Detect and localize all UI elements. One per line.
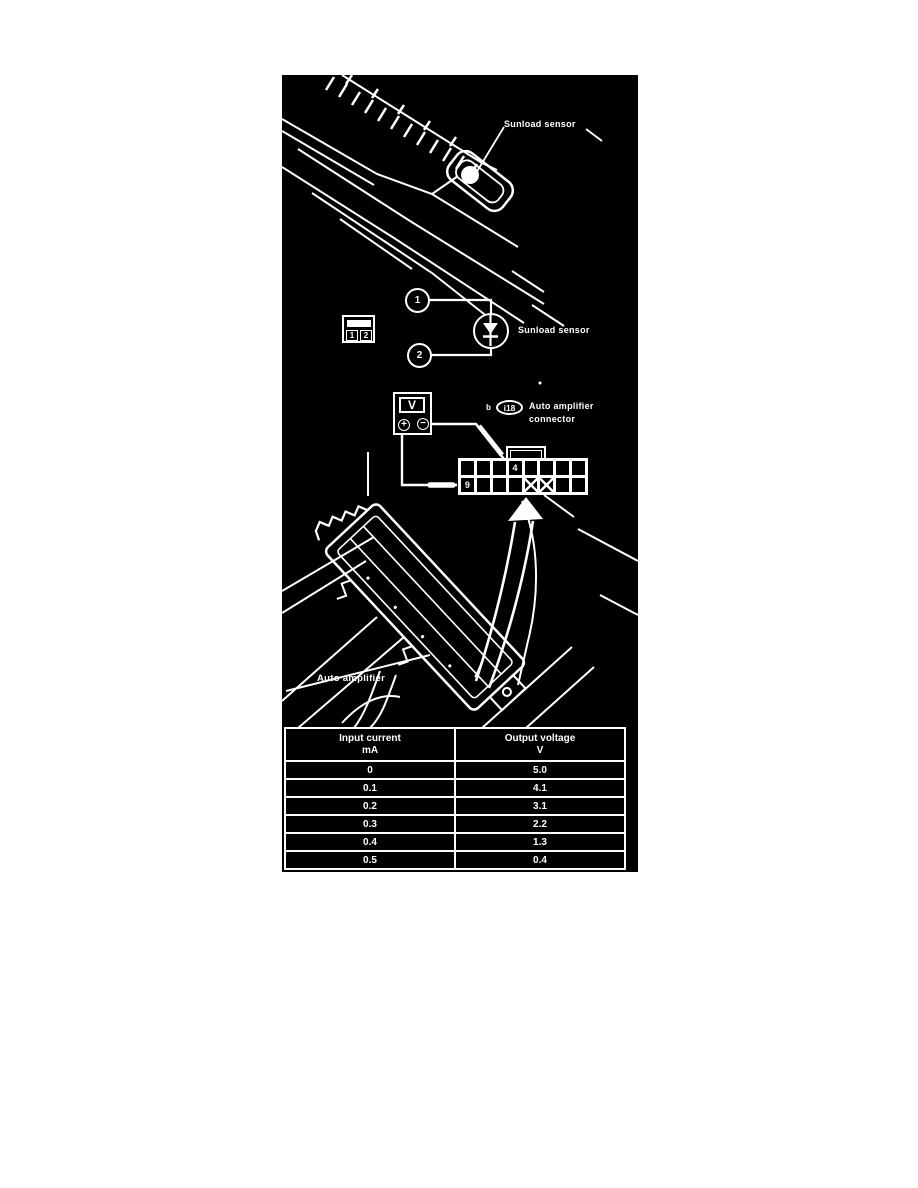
header-line-1: Output voltage <box>504 732 576 744</box>
callout-line-1: Auto amplifier <box>529 401 594 411</box>
io-voltage-table <box>284 727 626 870</box>
grid-cell-9: 9 <box>461 478 474 492</box>
table-row <box>285 797 625 815</box>
grid-cell <box>572 478 585 492</box>
table-row <box>285 851 625 869</box>
voltmeter-positive-terminal: + <box>398 419 410 431</box>
table-header-row <box>285 728 625 761</box>
callout-line-2: connector <box>529 414 576 424</box>
table-cell: 5.0 <box>455 761 625 779</box>
table-cell: 0.4 <box>285 833 455 851</box>
sunload-sensor-location-callout: Sunload sensor <box>504 119 576 129</box>
figure-panel <box>282 75 638 872</box>
input-current-header <box>285 728 455 761</box>
grid-cell <box>556 461 569 475</box>
grid-cell-crossed <box>525 478 538 492</box>
auto-amplifier-connector-callout <box>529 400 594 426</box>
header-line-2: mA <box>361 744 379 756</box>
amp-connector-grid <box>458 458 588 495</box>
io-table-body <box>285 761 625 869</box>
grid-cell-crossed <box>540 478 553 492</box>
table-cell: 0 <box>285 761 455 779</box>
header-line-1: Input current <box>339 732 401 744</box>
table-cell: 0.2 <box>285 797 455 815</box>
table-cell: 0.3 <box>285 815 455 833</box>
grid-cell <box>540 461 553 475</box>
auto-amplifier-drawing <box>282 495 638 729</box>
meter-wires <box>282 75 638 505</box>
terminal-1-circle: 1 <box>405 288 430 313</box>
arrow-head <box>508 497 543 521</box>
grid-cell <box>477 478 490 492</box>
header-line-2: V <box>536 744 544 756</box>
grid-cell <box>572 461 585 475</box>
table-row <box>285 833 625 851</box>
auto-amplifier-callout: Auto amplifier <box>317 673 386 684</box>
table-cell: 4.1 <box>455 779 625 797</box>
figure-ref-label: b <box>486 403 492 412</box>
table-row <box>285 779 625 797</box>
table-cell: 0.1 <box>285 779 455 797</box>
voltmeter <box>393 392 432 435</box>
table-cell: 3.1 <box>455 797 625 815</box>
table-row <box>285 761 625 779</box>
grid-cell <box>493 478 506 492</box>
table-cell: 0.4 <box>455 851 625 869</box>
grid-cell <box>556 478 569 492</box>
grid-cell <box>493 461 506 475</box>
grid-cell <box>477 461 490 475</box>
voltmeter-display: V <box>399 397 425 413</box>
output-voltage-header <box>455 728 625 761</box>
connector-pin-2: 2 <box>360 330 372 341</box>
sunload-sensor-schematic-callout: Sunload sensor <box>518 325 590 335</box>
connector-id-badge: i18 <box>496 400 523 415</box>
connector-pin-1: 1 <box>346 330 358 341</box>
grid-cell <box>461 461 474 475</box>
table-cell: 2.2 <box>455 815 625 833</box>
table-cell: 1.3 <box>455 833 625 851</box>
grid-cell-4: 4 <box>509 461 522 475</box>
table-cell: 0.5 <box>285 851 455 869</box>
terminal-2-circle: 2 <box>407 343 432 368</box>
table-row <box>285 815 625 833</box>
voltmeter-negative-terminal: − <box>417 418 429 430</box>
grid-cell <box>509 478 522 492</box>
grid-cell <box>525 461 538 475</box>
